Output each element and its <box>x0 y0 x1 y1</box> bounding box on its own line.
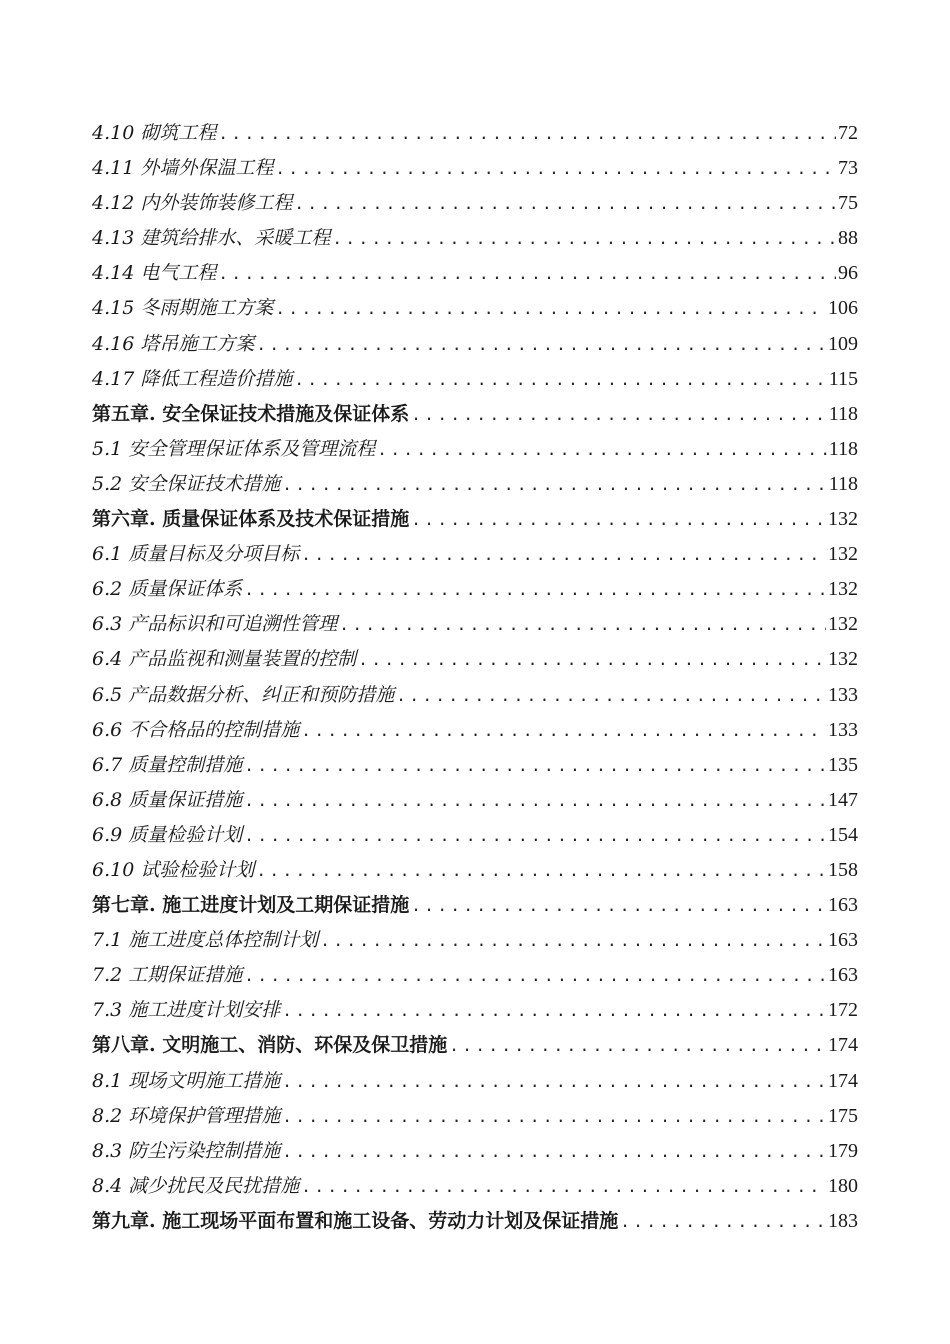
toc-entry-title: 工期保证措施 <box>128 964 243 987</box>
toc-section-entry[interactable] <box>92 151 858 186</box>
toc-entry-number: 第九章. <box>92 1209 156 1232</box>
toc-entry-title: 施工进度计划安排 <box>128 999 281 1022</box>
dot-leader <box>301 537 826 572</box>
toc-entry-title: 质量保证措施 <box>128 788 243 811</box>
toc-entry-number: 8.2 <box>92 1104 123 1127</box>
toc-entry-number: 4.17 <box>92 367 135 390</box>
toc-page-number: 174 <box>828 1034 858 1057</box>
toc-section-entry[interactable] <box>92 1169 858 1204</box>
dot-leader <box>256 327 826 362</box>
toc-entry-title: 安全管理保证体系及管理流程 <box>128 437 376 460</box>
toc-entry-title: 质量目标及分项目标 <box>128 543 300 566</box>
toc-section-entry[interactable] <box>92 642 858 677</box>
toc-entry-number: 第七章. <box>92 894 156 917</box>
dot-leader <box>282 467 826 502</box>
toc-page-number: 132 <box>828 508 858 531</box>
toc-page-number: 133 <box>828 683 858 706</box>
toc-chapter-entry[interactable] <box>92 1204 858 1239</box>
toc-section-entry[interactable] <box>92 572 858 607</box>
toc-page-number: 174 <box>828 1069 858 1092</box>
dot-leader <box>301 713 826 748</box>
toc-entry-title: 减少扰民及民扰措施 <box>128 1174 300 1197</box>
dot-leader <box>244 818 826 853</box>
dot-leader <box>282 1099 826 1134</box>
toc-entry-number: 6.7 <box>92 753 123 776</box>
toc-chapter-entry[interactable] <box>92 888 858 923</box>
toc-entry-title: 降低工程造价措施 <box>140 367 293 390</box>
toc-entry-title: 冬雨期施工方案 <box>140 297 274 320</box>
dot-leader <box>411 502 826 537</box>
toc-section-entry[interactable] <box>92 467 858 502</box>
toc-entry-number: 6.1 <box>92 543 123 566</box>
toc-entry-number: 6.2 <box>92 578 123 601</box>
toc-entry-title: 产品数据分析、纠正和预防措施 <box>128 683 395 706</box>
toc-entry-number: 6.5 <box>92 683 123 706</box>
toc-entry-number: 5.1 <box>92 437 123 460</box>
toc-page-number: 115 <box>828 367 858 390</box>
toc-entry-number: 6.4 <box>92 648 123 671</box>
dot-leader <box>332 221 836 256</box>
toc-page-number: 133 <box>828 718 858 741</box>
toc-page-number: 175 <box>828 1104 858 1127</box>
toc-entry-number: 7.3 <box>92 999 123 1022</box>
dot-leader <box>301 1169 826 1204</box>
toc-page-number: 72 <box>838 122 858 144</box>
toc-section-entry[interactable] <box>92 1099 858 1134</box>
toc-section-entry[interactable] <box>92 537 858 572</box>
dot-leader <box>449 1028 826 1063</box>
dot-leader <box>411 888 826 923</box>
dot-leader <box>275 151 836 186</box>
table-of-contents <box>92 116 858 1239</box>
toc-entry-number: 5.2 <box>92 472 123 495</box>
toc-entry-number: 4.15 <box>92 297 135 320</box>
toc-section-entry[interactable] <box>92 958 858 993</box>
dot-leader <box>358 642 826 677</box>
toc-page-number: 109 <box>828 332 858 355</box>
toc-entry-number: 4.16 <box>92 332 135 355</box>
toc-entry-title: 外墙外保温工程 <box>140 157 274 180</box>
dot-leader <box>294 186 836 221</box>
toc-page-number: 73 <box>838 157 858 180</box>
toc-page-number: 88 <box>838 227 858 250</box>
toc-entry-number: 4.11 <box>92 157 135 180</box>
toc-section-entry[interactable] <box>92 748 858 783</box>
toc-entry-number: 6.3 <box>92 613 123 636</box>
toc-page-number: 163 <box>828 929 858 952</box>
toc-section-entry[interactable] <box>92 993 858 1028</box>
toc-page-number: 179 <box>828 1139 858 1162</box>
toc-section-entry[interactable] <box>92 327 858 362</box>
toc-entry-title: 文明施工、消防、环保及保卫措施 <box>162 1034 448 1057</box>
toc-entry-title: 质量保证体系 <box>128 578 243 601</box>
toc-page-number: 132 <box>828 648 858 671</box>
toc-section-entry[interactable] <box>92 221 858 256</box>
toc-page-number: 132 <box>828 578 858 601</box>
toc-page-number: 106 <box>828 297 858 320</box>
toc-page-number: 75 <box>838 192 858 215</box>
dot-leader <box>620 1204 826 1239</box>
toc-entry-title: 试验检验计划 <box>140 858 255 881</box>
dot-leader <box>282 1064 826 1099</box>
toc-section-entry[interactable] <box>92 678 858 713</box>
dot-leader <box>294 362 826 397</box>
toc-entry-number: 8.4 <box>92 1174 123 1197</box>
toc-entry-number: 6.9 <box>92 823 123 846</box>
toc-entry-title: 产品标识和可追溯性管理 <box>128 613 338 636</box>
toc-entry-title: 产品监视和测量装置的控制 <box>128 648 357 671</box>
toc-entry-number: 7.2 <box>92 964 123 987</box>
toc-entry-number: 7.1 <box>92 929 123 952</box>
toc-page-number: 135 <box>828 753 858 776</box>
toc-entry-number: 6.10 <box>92 858 135 881</box>
toc-entry-title: 安全保证技术措施及保证体系 <box>162 402 410 425</box>
toc-entry-title: 塔吊施工方案 <box>140 332 255 355</box>
dot-leader <box>396 678 826 713</box>
dot-leader <box>244 958 826 993</box>
toc-entry-title: 现场文明施工措施 <box>128 1069 281 1092</box>
dot-leader <box>411 397 826 432</box>
dot-leader <box>218 116 836 151</box>
toc-page-number: 118 <box>828 402 858 425</box>
toc-entry-number: 8.3 <box>92 1139 123 1162</box>
dot-leader <box>339 607 826 642</box>
toc-page-number: 147 <box>828 788 858 811</box>
toc-section-entry[interactable] <box>92 713 858 748</box>
toc-entry-title: 不合格品的控制措施 <box>128 718 300 741</box>
toc-entry-number: 第五章. <box>92 402 156 425</box>
toc-page-number: 118 <box>828 437 858 460</box>
toc-entry-title: 内外装饰装修工程 <box>140 192 293 215</box>
toc-page-number: 96 <box>838 262 858 285</box>
toc-section-entry[interactable] <box>92 1134 858 1169</box>
dot-leader <box>282 1134 826 1169</box>
toc-page-number: 154 <box>828 823 858 846</box>
toc-section-entry[interactable] <box>92 853 858 888</box>
toc-section-entry[interactable] <box>92 1064 858 1099</box>
toc-entry-title: 质量控制措施 <box>128 753 243 776</box>
toc-entry-title: 施工现场平面布置和施工设备、劳动力计划及保证措施 <box>162 1209 619 1232</box>
dot-leader <box>218 256 836 291</box>
toc-entry-number: 6.6 <box>92 718 123 741</box>
toc-entry-number: 4.13 <box>92 227 135 250</box>
toc-page-number: 163 <box>828 894 858 917</box>
dot-leader <box>377 432 826 467</box>
toc-section-entry[interactable] <box>92 186 858 221</box>
toc-section-entry[interactable] <box>92 256 858 291</box>
toc-entry-number: 4.12 <box>92 192 135 215</box>
toc-entry-number: 6.8 <box>92 788 123 811</box>
toc-entry-number: 4.14 <box>92 262 135 285</box>
toc-page-number: 132 <box>828 543 858 566</box>
toc-chapter-entry[interactable] <box>92 397 858 432</box>
toc-chapter-entry[interactable] <box>92 1028 858 1063</box>
toc-entry-title: 电气工程 <box>140 262 217 285</box>
toc-entry-title: 建筑给排水、采暖工程 <box>140 227 331 250</box>
toc-section-entry[interactable] <box>92 783 858 818</box>
toc-section-entry[interactable] <box>92 291 858 326</box>
toc-entry-number: 8.1 <box>92 1069 123 1092</box>
dot-leader <box>244 783 826 818</box>
toc-page-number: 183 <box>828 1209 858 1232</box>
toc-section-entry[interactable] <box>92 116 858 151</box>
toc-entry-number: 第八章. <box>92 1034 156 1057</box>
toc-page-number: 158 <box>828 858 858 881</box>
toc-page-number: 118 <box>828 472 858 495</box>
dot-leader <box>244 572 826 607</box>
dot-leader <box>256 853 826 888</box>
toc-section-entry[interactable] <box>92 432 858 467</box>
dot-leader <box>275 291 826 326</box>
toc-entry-title: 质量保证体系及技术保证措施 <box>162 508 410 531</box>
toc-section-entry[interactable] <box>92 923 858 958</box>
dot-leader <box>320 923 826 958</box>
toc-section-entry[interactable] <box>92 607 858 642</box>
toc-entry-title: 防尘污染控制措施 <box>128 1139 281 1162</box>
toc-page-number: 163 <box>828 964 858 987</box>
toc-entry-title: 安全保证技术措施 <box>128 472 281 495</box>
toc-entry-title: 施工进度计划及工期保证措施 <box>162 894 410 917</box>
toc-entry-number: 4.10 <box>92 122 135 144</box>
toc-section-entry[interactable] <box>92 818 858 853</box>
toc-chapter-entry[interactable] <box>92 502 858 537</box>
toc-page-number: 180 <box>828 1174 858 1197</box>
toc-entry-title: 施工进度总体控制计划 <box>128 929 319 952</box>
toc-entry-title: 质量检验计划 <box>128 823 243 846</box>
toc-entry-number: 第六章. <box>92 508 156 531</box>
toc-entry-title: 砌筑工程 <box>140 122 217 144</box>
dot-leader <box>282 993 826 1028</box>
toc-page-number: 172 <box>828 999 858 1022</box>
dot-leader <box>244 748 826 783</box>
toc-page-number: 132 <box>828 613 858 636</box>
toc-section-entry[interactable] <box>92 362 858 397</box>
toc-entry-title: 环境保护管理措施 <box>128 1104 281 1127</box>
